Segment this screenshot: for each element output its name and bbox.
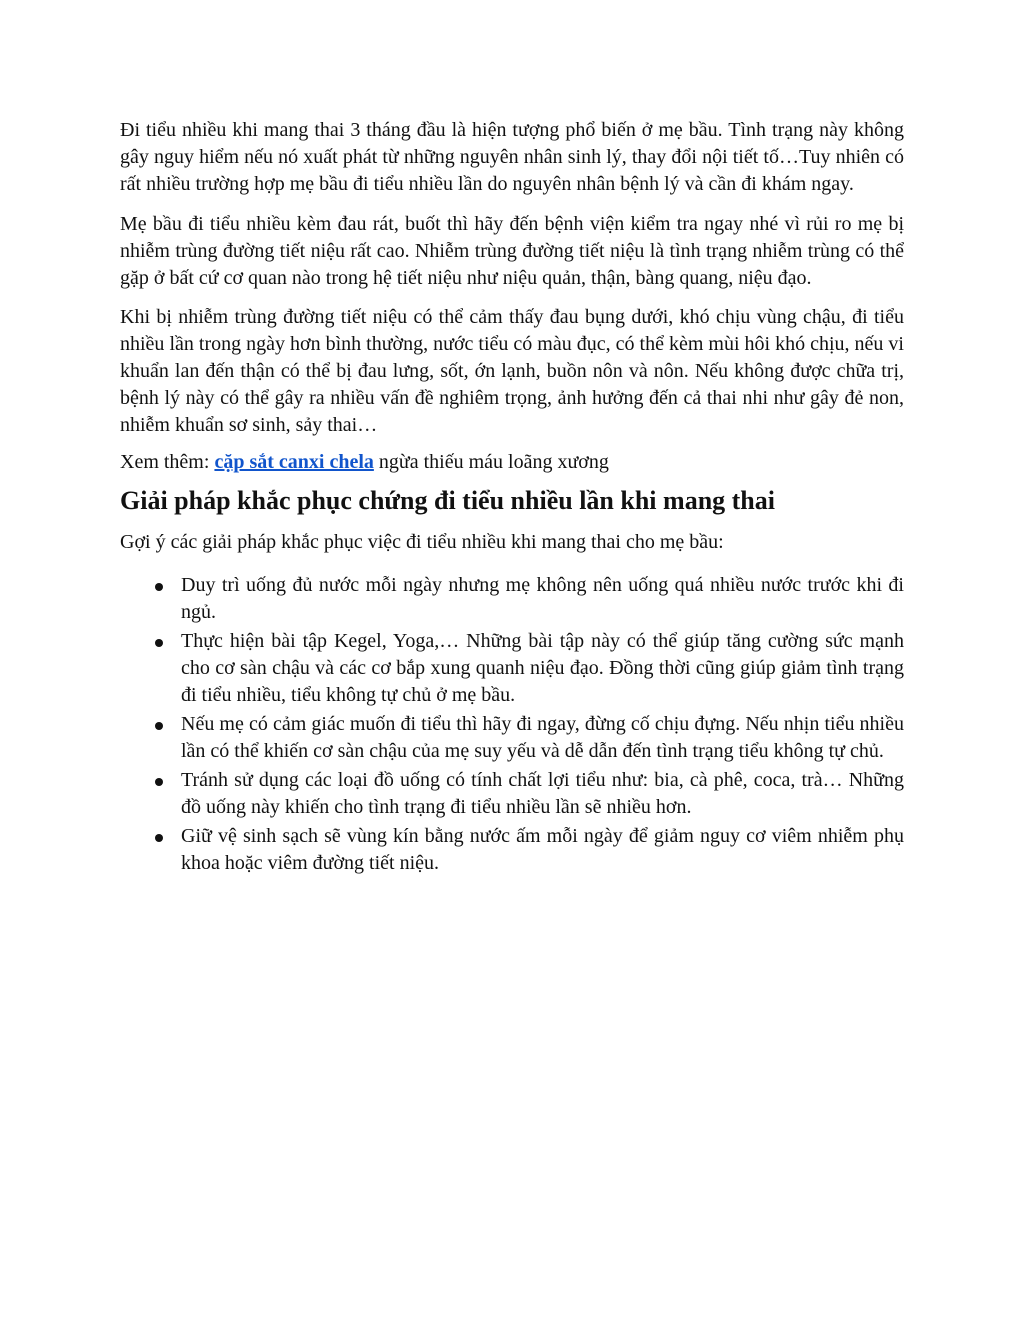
bullet-icon <box>155 639 163 647</box>
list-item <box>120 572 904 626</box>
list-item-text: Thực hiện bài tập Kegel, Yoga,… Những bài tập này có thể giúp tăng cường sức mạnh cho cơ sàn chậu và các cơ bắp xung quanh niệu đạo. Đồng thời cũng giúp giảm tình trạng đi tiểu nhiều, tiểu không tự chủ ở mẹ bầu. <box>181 630 904 706</box>
paragraph-urinary-infection-risk: Mẹ bầu đi tiểu nhiều kèm đau rát, buốt thì hãy đến bệnh viện kiểm tra ngay nhé vì rủi ro mẹ bị nhiễm trùng đường tiết niệu rất cao. Nhiễm trùng đường tiết niệu là tình trạng nhiễm trùng có thể gặp ở bất cứ cơ quan nào trong hệ tiết niệu như niệu quản, thận, bàng quang, niệu đạo. <box>120 213 904 289</box>
list-item <box>120 628 904 709</box>
list-item <box>120 711 904 765</box>
list-item-text: Nếu mẹ có cảm giác muốn đi tiểu thì hãy đi ngay, đừng cố chịu đựng. Nếu nhịn tiểu nhiều lần có thể khiến cơ sàn chậu của mẹ suy yếu và dễ dẫn đến tình trạng tiểu không tự chủ. <box>181 713 904 762</box>
list-item <box>120 823 904 877</box>
bullet-icon <box>155 583 163 591</box>
list-item-text: Giữ vệ sinh sạch sẽ vùng kín bằng nước ấm mỗi ngày để giảm nguy cơ viêm nhiễm phụ khoa hoặc viêm đường tiết niệu. <box>181 825 904 874</box>
list-item-text: Duy trì uống đủ nước mỗi ngày nhưng mẹ không nên uống quá nhiều nước trước khi đi ngủ. <box>181 574 904 623</box>
see-also-suffix: ngừa thiếu máu loãng xương <box>373 451 609 473</box>
document-page <box>120 117 904 879</box>
paragraph-frequent-urination-intro: Đi tiểu nhiều khi mang thai 3 tháng đầu là hiện tượng phổ biến ở mẹ bầu. Tình trạng này không gây nguy hiểm nếu nó xuất phát từ những nguyên nhân sinh lý, thay đổi nội tiết tố…Tuy nhiên có rất nhiều trường hợp mẹ bầu đi tiểu nhiều lần do nguyên nhân bệnh lý và cần đi khám ngay. <box>120 119 904 195</box>
section-intro: Gợi ý các giải pháp khắc phục việc đi tiểu nhiều khi mang thai cho mẹ bầu: <box>120 531 724 553</box>
paragraph-infection-symptoms: Khi bị nhiễm trùng đường tiết niệu có thể cảm thấy đau bụng dưới, khó chịu vùng chậu, đi tiểu nhiều lần trong ngày hơn bình thường, nước tiểu có màu đục, có thể kèm mùi hôi khó chịu, nếu vi khuẩn lan đến thận có thể bị đau lưng, sốt, ớn lạnh, buồn nôn và nôn. Nếu không được chữa trị, bệnh lý này có thể gây ra nhiều vấn đề nghiêm trọng, ảnh hưởng đến cả thai nhi như gây đẻ non, nhiễm khuẩn sơ sinh, sảy thai… <box>120 306 904 436</box>
bullet-icon <box>155 778 163 786</box>
bullet-icon <box>155 722 163 730</box>
section-heading: Giải pháp khắc phục chứng đi tiểu nhiều lần khi mang thai <box>120 486 775 515</box>
see-also-link[interactable]: cặp sắt canxi chela <box>214 451 374 473</box>
list-item-text: Tránh sử dụng các loại đồ uống có tính chất lợi tiểu như: bia, cà phê, coca, trà… Những đồ uống này khiến cho tình trạng đi tiểu nhiều lần sẽ nhiều hơn. <box>181 769 904 818</box>
list-item <box>120 767 904 821</box>
see-also-prefix: Xem thêm: <box>120 451 215 473</box>
tips-list <box>120 572 904 877</box>
bullet-icon <box>155 834 163 842</box>
see-also-line <box>120 449 904 476</box>
